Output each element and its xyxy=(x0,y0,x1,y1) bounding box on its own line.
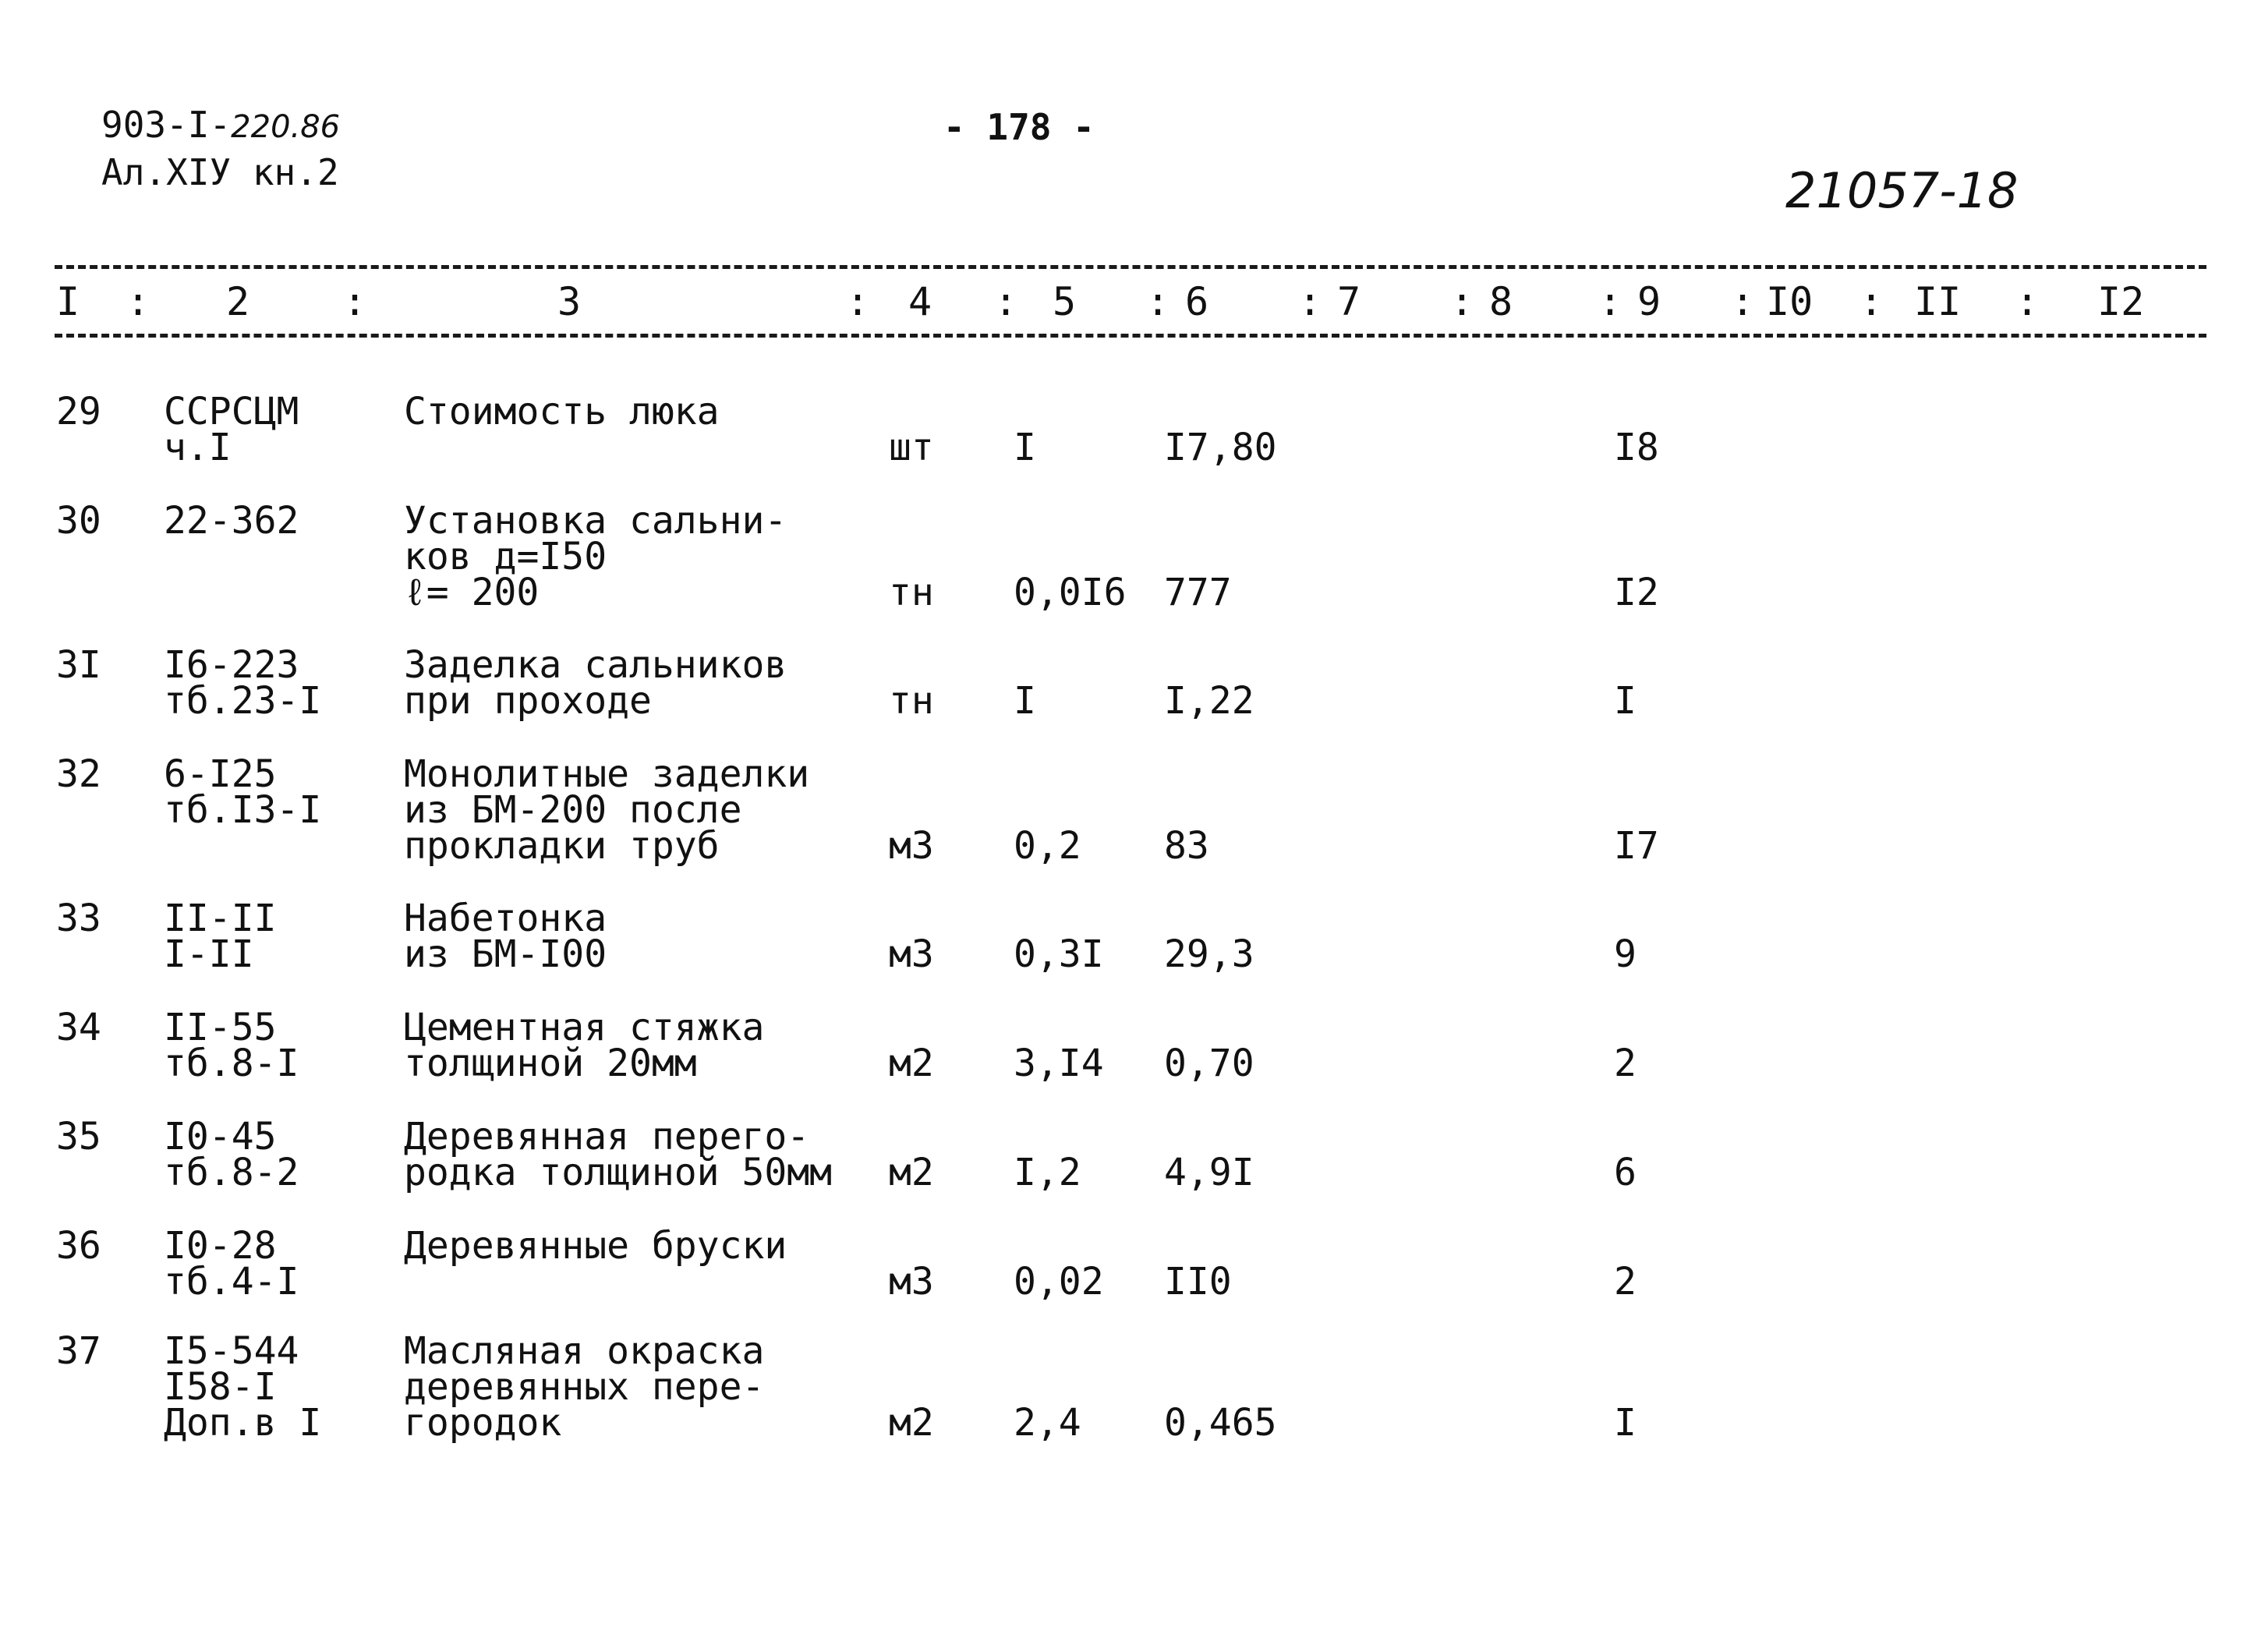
quantity: I xyxy=(1014,426,1036,469)
norm-code: тб.I3-I xyxy=(164,788,322,832)
quantity: 0,2 xyxy=(1014,824,1081,868)
quantity: 0,0I6 xyxy=(1014,571,1127,614)
column-header-8: 8 xyxy=(1489,279,1513,324)
total-cost: I xyxy=(1614,679,1637,723)
quantity: 2,4 xyxy=(1014,1401,1081,1445)
unit-price: I7,80 xyxy=(1164,426,1277,469)
unit-price: 0,70 xyxy=(1164,1042,1254,1085)
work-description: родка толщиной 50мм xyxy=(404,1151,833,1194)
unit: м3 xyxy=(889,1260,934,1304)
column-header-9: 9 xyxy=(1637,279,1661,324)
row-number: 34 xyxy=(56,1006,101,1049)
column-separator: : xyxy=(1146,279,1170,324)
row-number: 29 xyxy=(56,390,101,433)
album-reference: Ал.XIУ кн.2 xyxy=(101,151,339,193)
unit: м2 xyxy=(889,1151,934,1194)
norm-code: ч.I xyxy=(164,426,232,469)
total-cost: 2 xyxy=(1614,1260,1637,1304)
row-number: 32 xyxy=(56,752,101,796)
work-description: из БМ-I00 xyxy=(404,932,607,976)
norm-code: тб.23-I xyxy=(164,679,322,723)
column-header-7: 7 xyxy=(1337,279,1361,324)
column-header-11: II xyxy=(1914,279,1962,324)
norm-code: I0-45 xyxy=(164,1115,277,1159)
norm-code: I5-544 xyxy=(164,1329,299,1373)
unit-price: 4,9I xyxy=(1164,1151,1254,1194)
column-header-2: 2 xyxy=(226,279,250,324)
column-header-6: 6 xyxy=(1185,279,1209,324)
page-number: - 178 - xyxy=(943,106,1095,148)
unit: м2 xyxy=(889,1401,934,1445)
total-cost: 2 xyxy=(1614,1042,1637,1085)
column-separator: : xyxy=(994,279,1018,324)
norm-code: ССРСЦМ xyxy=(164,390,299,433)
row-number: 35 xyxy=(56,1115,101,1159)
unit: тн xyxy=(889,571,934,614)
unit-price: I,22 xyxy=(1164,679,1254,723)
norm-code: тб.4-I xyxy=(164,1260,299,1304)
work-description: из БМ-200 после xyxy=(404,788,742,832)
work-description: прокладки труб xyxy=(404,824,720,868)
work-description: толщиной 20мм xyxy=(404,1042,697,1085)
column-separator: : xyxy=(1298,279,1322,324)
row-number: 3I xyxy=(56,643,101,687)
quantity: 0,3I xyxy=(1014,932,1104,976)
total-cost: 6 xyxy=(1614,1151,1637,1194)
column-header-10: I0 xyxy=(1766,279,1814,324)
norm-code: II-55 xyxy=(164,1006,277,1049)
work-description: деревянных пере- xyxy=(404,1365,765,1409)
row-number: 30 xyxy=(56,499,101,543)
total-cost: 9 xyxy=(1614,932,1637,976)
unit: тн xyxy=(889,679,934,723)
norm-code: тб.8-2 xyxy=(164,1151,299,1194)
row-number: 33 xyxy=(56,897,101,940)
sheet-id: 21057-18 xyxy=(1785,162,2019,219)
column-separator: : xyxy=(1860,279,1884,324)
quantity: 3,I4 xyxy=(1014,1042,1104,1085)
quantity: I,2 xyxy=(1014,1151,1081,1194)
norm-code: I58-I xyxy=(164,1365,277,1409)
work-description: Масляная окраска xyxy=(404,1329,765,1373)
total-cost: I xyxy=(1614,1401,1637,1445)
norm-code: Доп.в I xyxy=(164,1401,322,1445)
column-separator: : xyxy=(1731,279,1755,324)
work-description: ков д=I50 xyxy=(404,535,607,578)
unit-price: II0 xyxy=(1164,1260,1232,1304)
document-code-prefix: 903-I- xyxy=(101,104,232,146)
column-header-12: I2 xyxy=(2097,279,2145,324)
work-description: Установка сальни- xyxy=(404,499,787,543)
column-separator: : xyxy=(1598,279,1622,324)
unit-price: 83 xyxy=(1164,824,1209,868)
column-header-1: I xyxy=(56,279,80,324)
unit-price: 777 xyxy=(1164,571,1232,614)
column-separator: : xyxy=(343,279,367,324)
work-description: при проходе xyxy=(404,679,652,723)
unit: м3 xyxy=(889,824,934,868)
unit: м3 xyxy=(889,932,934,976)
document-code-handwritten: 220.86 xyxy=(231,109,341,145)
work-description: ℓ= 200 xyxy=(404,571,540,614)
norm-code: 22-362 xyxy=(164,499,299,543)
document-code xyxy=(101,105,340,147)
norm-code: I-II xyxy=(164,932,254,976)
work-description: Стоимость люка xyxy=(404,390,720,433)
total-cost: I2 xyxy=(1614,571,1659,614)
header-bottom-rule xyxy=(55,334,2206,338)
column-header-4: 4 xyxy=(908,279,932,324)
quantity: I xyxy=(1014,679,1036,723)
unit: м2 xyxy=(889,1042,934,1085)
work-description: Монолитные заделки xyxy=(404,752,810,796)
unit-price: 0,465 xyxy=(1164,1401,1277,1445)
unit: шт xyxy=(889,426,934,469)
work-description: городок xyxy=(404,1401,562,1445)
norm-code: I6-223 xyxy=(164,643,299,687)
quantity: 0,02 xyxy=(1014,1260,1104,1304)
work-description: Заделка сальников xyxy=(404,643,787,687)
total-cost: I8 xyxy=(1614,426,1659,469)
work-description: Цементная стяжка xyxy=(404,1006,765,1049)
norm-code: II-II xyxy=(164,897,277,940)
unit-price: 29,3 xyxy=(1164,932,1254,976)
work-description: Деревянная перего- xyxy=(404,1115,810,1159)
column-separator: : xyxy=(846,279,870,324)
total-cost: I7 xyxy=(1614,824,1659,868)
column-header-5: 5 xyxy=(1053,279,1077,324)
column-separator: : xyxy=(126,279,150,324)
work-description: Деревянные бруски xyxy=(404,1224,787,1268)
norm-code: 6-I25 xyxy=(164,752,277,796)
header-top-rule xyxy=(55,265,2206,269)
column-separator: : xyxy=(2015,279,2040,324)
column-header-3: 3 xyxy=(557,279,582,324)
column-separator: : xyxy=(1450,279,1474,324)
row-number: 37 xyxy=(56,1329,101,1373)
row-number: 36 xyxy=(56,1224,101,1268)
norm-code: тб.8-I xyxy=(164,1042,299,1085)
work-description: Набетонка xyxy=(404,897,607,940)
norm-code: I0-28 xyxy=(164,1224,277,1268)
